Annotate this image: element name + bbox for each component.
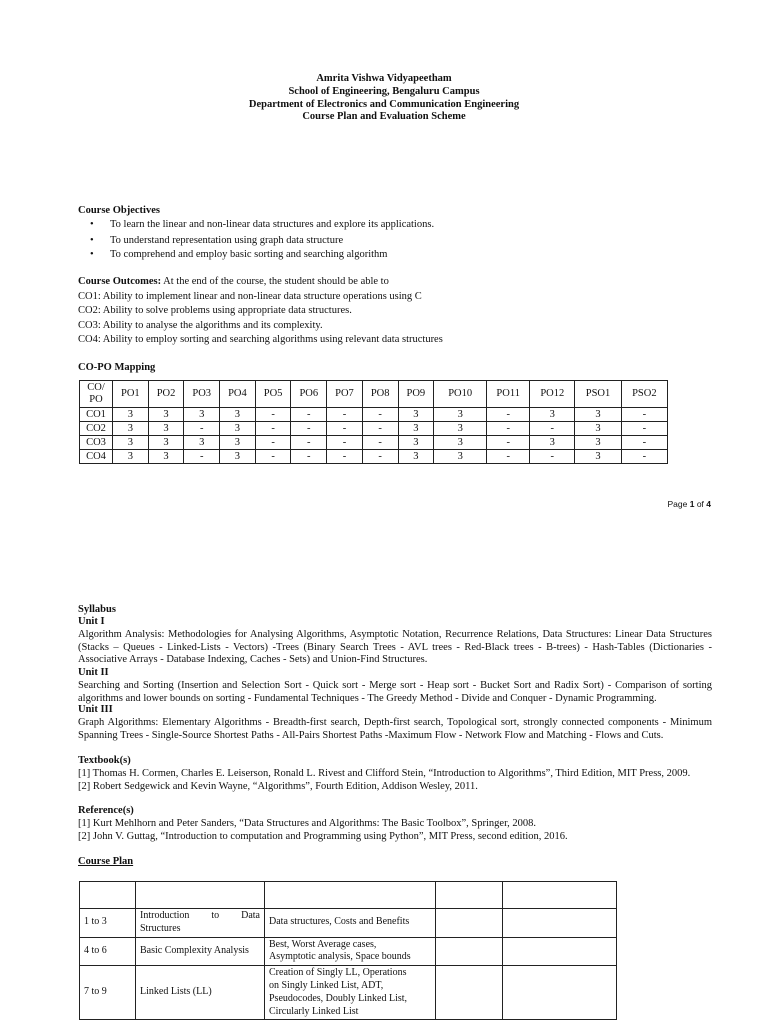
- copo-col-header: PO3: [184, 381, 220, 408]
- copo-col-header: PO11: [487, 381, 530, 408]
- page-number: Page 1 of 4: [667, 499, 711, 509]
- copo-row: CO3 3 3 3 3 - - - - 3 3 - 3 3 -: [80, 436, 668, 450]
- copo-row: CO2 3 3 - 3 - - - - 3 3 - - 3 -: [80, 422, 668, 436]
- lecture-range: 7 to 9: [80, 966, 136, 1020]
- copo-col-header: PO2: [148, 381, 184, 408]
- topic-details: Data structures, Costs and Benefits: [265, 909, 436, 938]
- copo-col-header: PO6: [291, 381, 327, 408]
- copo-row-label: CO1: [80, 408, 113, 422]
- bullet-icon: •: [90, 249, 94, 260]
- outcome-item: CO2: Ability to solve problems using appropriate data structures.: [78, 305, 352, 316]
- bullet-icon: •: [90, 219, 94, 230]
- unit-text: Algorithm Analysis: Methodologies for Analysing Algorithms, Asymptotic Notation, Recurrence Relations, Data Structures: Linear Data Structures (Stacks – Queues - Linked-Lists - Vectors) -Trees (Binary Search Trees - AVL trees - Red-Black trees - B-trees) - Hash-Tables (Dictionaries - Associative Arrays - Database Indexing, Caches - Sets) and Union-Find Structures.: [78, 629, 712, 666]
- copo-col-header: PO9: [398, 381, 434, 408]
- textbook-item: [2] Robert Sedgewick and Kevin Wayne, “Algorithms”, Fourth Edition, Addison Wesley, 2011.: [78, 781, 478, 792]
- unit-title: Unit I: [78, 616, 105, 627]
- lecture-range: 4 to 6: [80, 937, 136, 966]
- outcome-item: CO1: Ability to implement linear and non-linear data structure operations using C: [78, 291, 422, 302]
- university-name: Amrita Vishwa Vidyapeetham: [316, 73, 452, 84]
- department-name: Department of Electronics and Communication Engineering: [248, 99, 520, 110]
- copo-row: CO4 3 3 - 3 - - - - 3 3 - - 3 -: [80, 450, 668, 464]
- copo-col-header: PO12: [530, 381, 575, 408]
- copo-row-label: CO4: [80, 450, 113, 464]
- objective-item: • To understand representation using graph data structure: [90, 235, 344, 246]
- copo-col-header: PO1: [113, 381, 149, 408]
- topic: Basic Complexity Analysis: [136, 937, 265, 966]
- school-name: School of Engineering, Bengaluru Campus: [288, 86, 480, 97]
- copo-col-header: PO8: [362, 381, 398, 408]
- references-heading: Reference(s): [78, 805, 134, 816]
- bullet-icon: •: [90, 235, 94, 246]
- outcomes-intro: Course Outcomes: At the end of the course, the student should be able to: [78, 276, 389, 287]
- unit-title: Unit II: [78, 667, 109, 678]
- reference-item: [2] John V. Guttag, “Introduction to computation and Programming using Python”, MIT Press, second edition, 2016.: [78, 831, 568, 842]
- copo-col-header: PSO2: [621, 381, 667, 408]
- copo-col-header: PSO1: [575, 381, 621, 408]
- reference-item: [1] Kurt Mehlhorn and Peter Sanders, “Data Structures and Algorithms: The Basic Toolbox”, Springer, 2008.: [78, 818, 537, 829]
- copo-col-header: PO4: [220, 381, 256, 408]
- copo-header-row: [80, 381, 668, 408]
- copo-row-label: CO3: [80, 436, 113, 450]
- unit-title: Unit III: [78, 704, 113, 715]
- copo-heading: CO-PO Mapping: [78, 362, 156, 373]
- topic: Linked Lists (LL): [136, 966, 265, 1020]
- course-plan-row: [80, 909, 617, 938]
- textbook-item: [1] Thomas H. Cormen, Charles E. Leiserson, Ronald L. Rivest and Clifford Stein, “Introduction to Algorithms”, Third Edition, MIT Press, 2009.: [78, 768, 691, 779]
- copo-row-label: CO2: [80, 422, 113, 436]
- copo-col-header: PO7: [327, 381, 363, 408]
- copo-row: CO1 3 3 3 3 - - - - 3 3 - 3 3 -: [80, 408, 668, 422]
- objective-item: • To learn the linear and non-linear data structures and explore its applications.: [90, 219, 435, 230]
- course-plan-heading: Course Plan: [78, 856, 134, 867]
- course-plan-row: [80, 966, 617, 1020]
- syllabus-heading: Syllabus: [78, 604, 116, 615]
- copo-col-header: PO5: [255, 381, 291, 408]
- outcome-item: CO3: Ability to analyse the algorithms and its complexity.: [78, 320, 323, 331]
- topic-details: Best, Worst Average cases, Asymptotic analysis, Space bounds: [265, 937, 436, 966]
- copo-col-header: PO10: [434, 381, 487, 408]
- topic: Introduction to Data Structures: [136, 909, 265, 938]
- course-plan-header-row: [80, 882, 617, 909]
- lecture-range: 1 to 3: [80, 909, 136, 938]
- unit-text: Searching and Sorting (Insertion and Selection Sort - Quick sort - Merge sort - Heap sort - Bucket Sort and Radix Sort) - Comparison of sorting algorithms and lower bounds on sorting - Fundamental Techniques - The Greedy Method - Divide and Conquer - Dynamic Programming.: [78, 680, 712, 704]
- document-title: Course Plan and Evaluation Scheme: [302, 111, 466, 122]
- outcomes-heading: Course Outcomes:: [78, 276, 162, 287]
- topic-details: Creation of Singly LL, Operations on Singly Linked List, ADT, Pseudocodes, Doubly Linked List, Circularly Linked List: [265, 966, 436, 1020]
- objectives-heading: Course Objectives: [78, 205, 160, 216]
- course-plan-table: [79, 881, 617, 1020]
- textbooks-heading: Textbook(s): [78, 755, 131, 766]
- unit-text: Graph Algorithms: Elementary Algorithms - Breadth-first search, Depth-first search, Topological sort, strongly connected components - Minimum Spanning Trees - Single-Source Shortest Paths - All-Pairs Shortest Paths -Maximum Flow - Network Flow and Matching - Flows and Cuts.: [78, 717, 712, 741]
- copo-table: [79, 380, 668, 464]
- objective-item: • To comprehend and employ basic sorting and searching algorithm: [90, 249, 388, 260]
- course-plan-row: [80, 937, 617, 966]
- outcome-item: CO4: Ability to employ sorting and searching algorithms using relevant data structures: [78, 334, 443, 345]
- copo-corner-cell: CO/ PO: [80, 381, 113, 408]
